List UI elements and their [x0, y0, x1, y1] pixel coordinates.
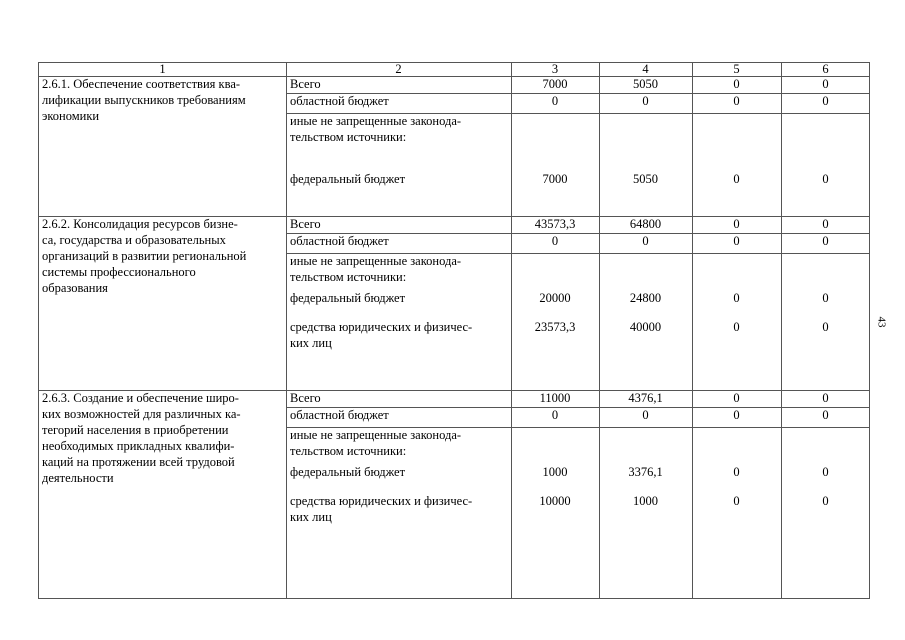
column-header: 6	[822, 62, 829, 76]
column-header: 4	[642, 62, 649, 76]
table-cell-value: 0	[822, 77, 829, 91]
table-cell-value: 5050	[633, 77, 658, 91]
row-label: областной бюджет	[290, 408, 389, 422]
column-divider	[286, 63, 287, 598]
table-cell-value: 0	[733, 234, 740, 248]
table-cell-value: 0	[642, 94, 649, 108]
table-cell-value: 0	[822, 172, 829, 186]
table-cell-value: 4376,1	[628, 391, 663, 405]
section-title-line: организаций в развитии региональной	[42, 249, 247, 263]
column-header: 1	[159, 62, 166, 76]
table-cell-value: 0	[822, 494, 829, 508]
table-cell-value: 0	[822, 408, 829, 422]
table-cell-value: 1000	[633, 494, 658, 508]
section-title-line: ких возможностей для различных ка-	[42, 407, 241, 421]
row-label: иные не запрещенные законода-	[290, 114, 462, 128]
table-cell-value: 0	[733, 172, 740, 186]
section-title-line: деятельности	[42, 471, 114, 485]
table-cell-value: 0	[822, 217, 829, 231]
row-label: тельством источники:	[290, 270, 407, 284]
table-cell-value: 7000	[542, 77, 568, 91]
column-header: 3	[551, 62, 559, 76]
section-title-line: лификации выпускников требованиям	[42, 93, 246, 107]
table-cell-value: 0	[733, 494, 740, 508]
table-cell-value: 24800	[629, 291, 662, 305]
section-title-line: 2.6.3. Создание и обеспечение широ-	[42, 391, 239, 405]
budget-table	[38, 62, 870, 599]
row-label: федеральный бюджет	[290, 291, 406, 305]
table-cell-value: 0	[733, 320, 740, 334]
row-label: областной бюджет	[290, 94, 389, 108]
table-cell-value: 0	[822, 94, 829, 108]
table-cell-value: 23573,3	[534, 320, 576, 334]
column-header: 2	[395, 62, 402, 76]
table-cell-value: 0	[822, 391, 829, 405]
row-label: Всего	[290, 77, 321, 91]
table-cell-value: 1000	[542, 465, 568, 479]
section-title-line: тегорий населения в приобретении	[42, 423, 229, 437]
row-label: областной бюджет	[290, 234, 389, 248]
section-title-line: системы профессионального	[42, 265, 196, 279]
table-cell-value: 5050	[633, 172, 658, 186]
page-number: 43	[875, 316, 888, 328]
column-header: 5	[733, 62, 740, 76]
row-label: тельством источники:	[290, 444, 407, 458]
section-title-line: 2.6.1. Обеспечение соответствия ква-	[42, 77, 241, 91]
table-cell-value: 0	[733, 291, 740, 305]
row-label: ких лиц	[290, 510, 332, 524]
table-cell-value: 0	[822, 320, 829, 334]
section-title-line: необходимых прикладных квалифи-	[42, 439, 235, 453]
row-label: федеральный бюджет	[290, 172, 406, 186]
section-title-line: каций на протяжении всей трудовой	[42, 455, 235, 469]
table-cell-value: 3376,1	[628, 465, 663, 479]
table-cell-value: 11000	[539, 391, 571, 405]
table-cell-value: 0	[822, 234, 829, 248]
row-label: средства юридических и физичес-	[290, 320, 473, 334]
row-label: Всего	[290, 391, 321, 405]
row-label: ких лиц	[290, 336, 332, 350]
section-title-line: образования	[42, 281, 108, 295]
row-label: иные не запрещенные законода-	[290, 254, 462, 268]
table-cell-value: 0	[642, 408, 649, 422]
table-cell-value: 0	[733, 94, 740, 108]
row-label: средства юридических и физичес-	[290, 494, 473, 508]
section-title-line: 2.6.2. Консолидация ресурсов бизне-	[42, 217, 238, 231]
table-cell-value: 0	[551, 94, 559, 108]
table-cell-value: 0	[822, 465, 829, 479]
section-title-line: са, государства и образовательных	[42, 233, 226, 247]
table-cell-value: 20000	[539, 291, 571, 305]
table-cell-value: 0	[733, 465, 740, 479]
table-cell-value: 0	[551, 408, 559, 422]
table-cell-value: 10000	[539, 494, 571, 508]
section-title-line: экономики	[42, 109, 100, 123]
table-cell-value: 0	[642, 234, 649, 248]
row-label: федеральный бюджет	[290, 465, 406, 479]
table-cell-value: 0	[733, 77, 740, 91]
table-cell-value: 64800	[629, 217, 662, 231]
table-cell-value: 7000	[542, 172, 568, 186]
table-cell-value: 0	[551, 234, 559, 248]
table-cell-value: 0	[822, 291, 829, 305]
row-label: Всего	[290, 217, 321, 231]
table-cell-value: 0	[733, 217, 740, 231]
table-cell-value: 40000	[629, 320, 662, 334]
table-cell-value: 43573,3	[534, 217, 576, 231]
table-cell-value: 0	[733, 391, 740, 405]
table-cell-value: 0	[733, 408, 740, 422]
row-label: иные не запрещенные законода-	[290, 428, 462, 442]
row-label: тельством источники:	[290, 130, 407, 144]
